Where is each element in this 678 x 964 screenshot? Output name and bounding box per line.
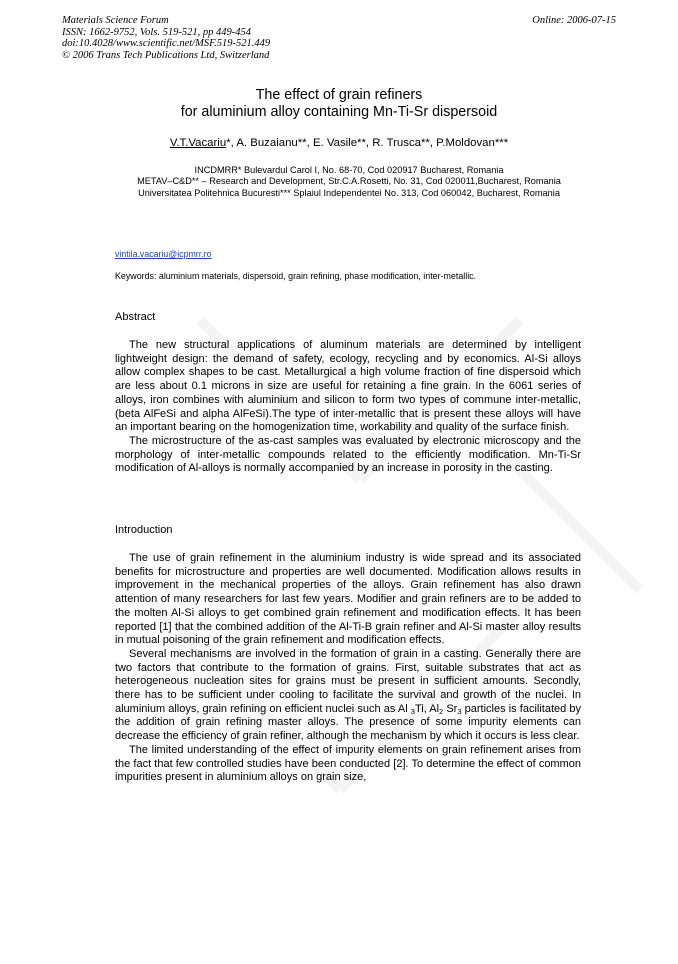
introduction-heading: Introduction <box>115 524 173 536</box>
subscript-3: 3 <box>410 706 415 716</box>
journal-header <box>62 15 616 61</box>
first-author: V.T.Vacariu <box>169 137 227 149</box>
abstract-heading: Abstract <box>115 311 156 323</box>
intro-paragraph-1: The use of grain refinement in the aluminium industry is wide spread and its associated benefits for microstructure and properties are well documented. Modification allows results in improvement in the mechanical properties of the alloys. Grain refinement has also drawn attention of many researchers for last few years. Modifier and grain refiners are to be added to the molten Al-Si alloys to get combined grain refinement and modification effects. It has been reported [1] that the combined addition of the Al-Ti-B grain refiner and Al-Si master alloy results in mutual poisoning of the grain refinement and modification effects. <box>115 552 581 647</box>
affiliations <box>118 165 580 199</box>
intro-paragraph-3: The limited understanding of the effect of impurity elements on grain refinement arises from the fact that few controlled studies have been conducted [2]. To determine the effect of common impurities present in aluminium alloys on grain size, <box>115 743 581 784</box>
doi-line: doi:10.4028/www.scientific.net/MSF.519-521.449 <box>62 38 271 50</box>
intro-p2-text-a: Several mechanisms are involved in the formation of grain in a casting. Generally there are two factors that contribute to the formation of grains. First, suitable substrates that act as heterogeneous nucleation sites for grains must be present in sufficient amounts. Secondly, there has to be sufficient under cooling to facilitate the survival and growth of the nuclei. In aluminium alloys, grain refining on efficient nuclei such as Al <box>115 647 581 715</box>
intro-paragraph-2 <box>115 648 581 744</box>
journal-name: Materials Science Forum <box>62 15 169 26</box>
introduction-body <box>115 552 581 785</box>
email-link[interactable]: vintila.vacariu@icpmrr.ro <box>115 249 212 259</box>
issn-line: ISSN: 1662-9752, Vols. 519-521, pp 449-454 <box>62 26 251 38</box>
keywords: Keywords: aluminium materials, dispersoid, grain refining, phase modification, inter-metallic. <box>115 271 477 281</box>
subscript-2: 2 <box>439 706 444 716</box>
abstract-paragraph-1: The new structural applications of aluminum materials are determined by intelligent lightweight design: the demand of safety, ecology, recycling and by economics. Al-Si alloys allow complex shapes to be cast. Metallurgical a high volume fraction of fine dispersoid which are less about 0.1 microns in size are useful for retaining a fine grain. In the 6061 series of alloys, iron combines with aluminium and silicon to form two types of commune inter-metallic, (beta AlFeSi and alpha AlFeSi).The type of inter-metallic that is present these alloys will have an important bearing on the homogenization time, workability and quality of the surface finish. <box>115 339 581 434</box>
subscript-3b: 3 <box>457 706 462 716</box>
intro-p2-text-d: particles is facilitated by the addition of grain refining master alloys. The presence of some impurity elements can decrease the efficiency of grain refiner, although the mechanism by which it occurs is less clear. <box>115 702 581 743</box>
online-date: Online: 2006-07-15 <box>532 15 616 26</box>
abstract-body <box>115 339 581 476</box>
author-list <box>0 137 678 149</box>
title-line-1: The effect of grain refiners <box>255 87 423 103</box>
affiliation-1: INCDMRR* Bulevardul Carol I, No. 68-70, Cod 020917 Bucharest, Romania <box>194 165 504 175</box>
intro-p2-text-c: Sr <box>443 702 458 715</box>
copyright-line: © 2006 Trans Tech Publications Ltd, Switzerland <box>62 49 270 61</box>
abstract-paragraph-2: The microstructure of the as-cast samples was evaluated by electronic microscopy and the morphology of inter-metallic compounds related to the efficiently modification. Mn-Ti-Sr modification of Al-alloys is normally accompanied by an increase in porosity in the casting. <box>115 434 581 475</box>
intro-p2-text-b: Ti, Al <box>414 702 440 715</box>
affiliation-2: METAV–C&D** – Research and Development, Str.C.A.Rosetti, No. 31, Cod 020011,Bucharest, Romania <box>137 176 561 187</box>
other-authors: *, A. Buzaianu**, E. Vasile**, R. Trusca**, P.Moldovan*** <box>226 137 509 149</box>
affiliation-3: Universitatea Politehnica Bucuresti*** Splaiul Independentei No. 313, Cod 060042, Bucharest, Romania <box>138 187 560 198</box>
paper-title <box>0 87 678 121</box>
title-line-2: for aluminium alloy containing Mn-Ti-Sr dispersoid <box>180 104 498 120</box>
